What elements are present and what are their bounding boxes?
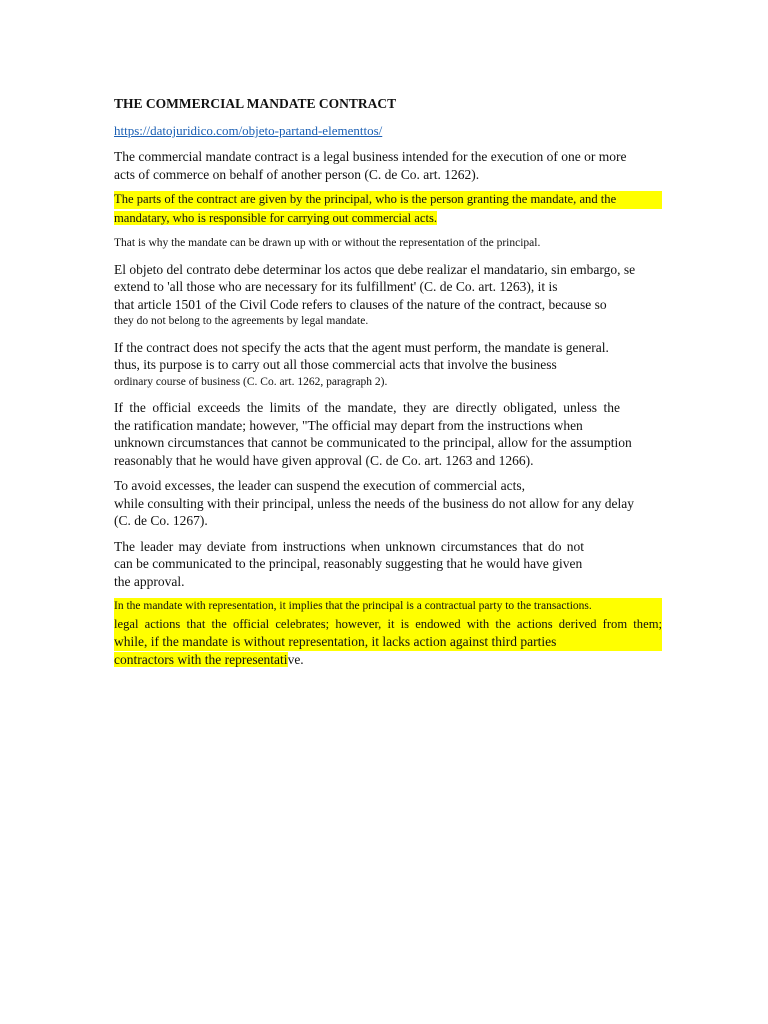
- text-line: El objeto del contrato debe determinar los actos que debe realizar el mandatario, sin embargo, se: [114, 261, 636, 277]
- text-line: (C. de Co. 1267).: [114, 513, 208, 528]
- paragraph-general-mandate: [114, 339, 662, 392]
- unhighlighted-text: ve.: [287, 651, 304, 667]
- text-line: reasonably that he would have given approval (C. de Co. art. 1263 and 1266).: [114, 452, 534, 468]
- text-line: that article 1501 of the Civil Code refers to clauses of the nature of the contract, because so: [114, 296, 607, 312]
- text-line: the approval.: [114, 573, 185, 589]
- paragraph-object: [114, 261, 662, 331]
- text-line: legal actions that the official celebrates; however, it is endowed with the actions derived from them;: [114, 616, 662, 634]
- paragraph-limits: [114, 399, 662, 469]
- text-line: The commercial mandate contract is a legal business intended for the execution of one or more: [114, 149, 627, 164]
- text-line: mandatary, who is responsible for carrying out commercial acts.: [114, 210, 438, 225]
- text-line: they do not belong to the agreements by legal mandate.: [114, 315, 369, 327]
- paragraph-definition: [114, 148, 662, 183]
- source-link[interactable]: https://datojuridico.com/objeto-partand-elementtos/: [114, 123, 383, 138]
- text-line: thus, its purpose is to carry out all those commercial acts that involve the business: [114, 357, 557, 372]
- text-line: unknown circumstances that cannot be communicated to the principal, allow for the assumption: [114, 435, 632, 450]
- text-line: acts of commerce on behalf of another person (C. de Co. art. 1262).: [114, 166, 480, 182]
- paragraph-excesses: [114, 477, 662, 530]
- document-page: [114, 95, 662, 676]
- text-line: while, if the mandate is without representation, it lacks action against third parties: [114, 633, 662, 651]
- document-title: THE COMMERCIAL MANDATE CONTRACT: [114, 96, 397, 111]
- text-line: extend to 'all those who are necessary for its fulfillment' (C. de Co. art. 1263), it is: [114, 279, 558, 294]
- paragraph-with-representation-highlighted: [114, 598, 662, 668]
- paragraph-representation: [114, 235, 662, 253]
- text-line: In the mandate with representation, it implies that the principal is a contractual party to the transactions.: [114, 598, 662, 616]
- text-line: while consulting with their principal, unless the needs of the business do not allow for any delay: [114, 495, 635, 511]
- text-line: If the contract does not specify the acts that the agent must perform, the mandate is general.: [114, 339, 609, 355]
- text-line-last: [114, 651, 662, 669]
- text-line: To avoid excesses, the leader can suspend the execution of commercial acts,: [114, 478, 526, 493]
- text-line: the ratification mandate; however, "The official may depart from the instructions when: [114, 417, 583, 433]
- highlighted-text: contractors with the representati: [114, 651, 288, 667]
- text-line: The leader may deviate from instructions when unknown circumstances that do not: [114, 538, 584, 554]
- text-line: ordinary course of business (C. Co. art. 1262, paragraph 2).: [114, 375, 388, 388]
- paragraph-parties-highlighted: [114, 191, 662, 227]
- paragraph-deviation: [114, 538, 662, 591]
- text-line: The parts of the contract are given by the principal, who is the person granting the mandate, and the: [114, 191, 662, 209]
- text-line: can be communicated to the principal, reasonably suggesting that he would have given: [114, 556, 583, 571]
- text-line: If the official exceeds the limits of the mandate, they are directly obligated, unless the: [114, 400, 620, 415]
- text-line: That is why the mandate can be drawn up with or without the representation of the principal.: [114, 237, 541, 249]
